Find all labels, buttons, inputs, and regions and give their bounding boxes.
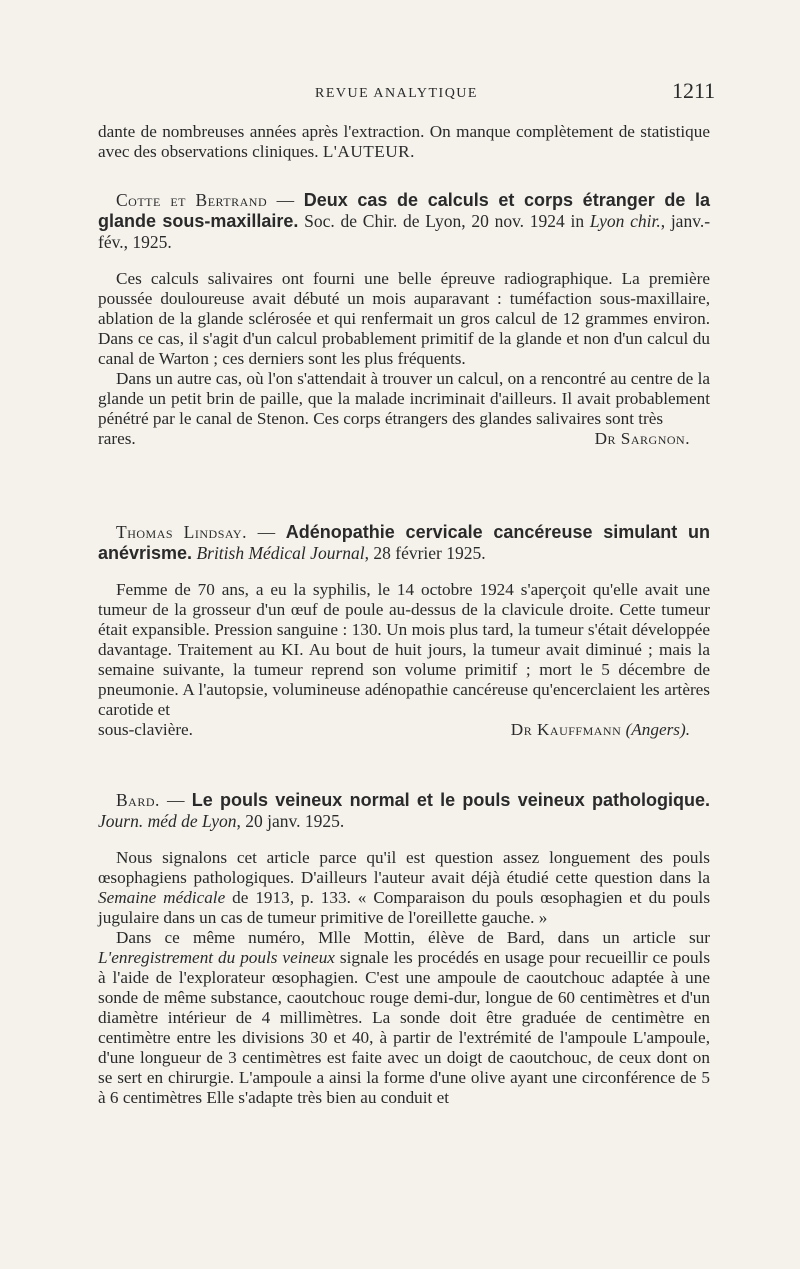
article-2-journal: British Médical Journal	[196, 543, 365, 563]
intro-section	[98, 122, 710, 162]
article-3	[98, 790, 710, 1108]
article-2-title: Adénopathie cervicale cancéreuse simulant un anévrisme.	[98, 522, 711, 563]
article-2-closing-line: sous-clavière. Dr Kauffmann (Angers).	[98, 720, 690, 739]
article-1-authors: Cotte et Bertrand —	[116, 190, 295, 210]
article-2-authors: Thomas Lindsay. —	[116, 522, 276, 542]
article-2-signature: Dr Kauffmann (Angers).	[510, 720, 690, 739]
article-1-paragraph-1: Ces calculs salivaires ont fourni une belle épreuve radiographique. La première poussée douloureuse avait débuté un mois auparavant : tuméfaction sous-maxillaire, ablation de la glande sclérosée et qui renfermait un gros calcul de 12 grammes environ. Dans ce cas, il s'agit d'un calcul probablement primitif de la glande et non d'un calcul du canal de Warton ; ces derniers sont les plus fréquents.	[98, 269, 710, 368]
article-1-citation: Soc. de Chir. de Lyon, 20 nov. 1924 in	[304, 211, 585, 231]
article-3-heading: Bard. — Le pouls veineux normal et le pouls veineux pathologique. Journ. méd de Lyon, 20 janv. 1925.	[98, 790, 711, 831]
article-3-cited-journal: Semaine médicale	[98, 888, 226, 907]
article-3-cited-article: L'enregistrement du pouls veineux	[98, 948, 335, 967]
article-3-paragraph-1: Nous signalons cet article parce qu'il est question assez longuement des pouls œsophagiens pathologiques. D'ailleurs l'auteur avait déjà étudié cette question dans la Semaine médicale de 1913, p. 133. « Comparaison du pouls œsophagien et du pouls jugulaire dans un cas de tumeur primitive de l'oreillette gauche. »	[98, 848, 711, 927]
article-1-closing-line: rares. Dr Sargnon.	[98, 429, 690, 448]
page-number: 1211	[672, 78, 716, 103]
article-1-signature: Dr Sargnon.	[594, 429, 690, 448]
intro-paragraph: dante de nombreuses années après l'extraction. On manque complètement de statistique avec des observations cliniques. L'AUTEUR.	[98, 122, 710, 161]
article-2	[98, 522, 710, 740]
article-2-paragraph-1: Femme de 70 ans, a eu la syphilis, le 14 octobre 1924 s'aperçoit qu'elle avait une tumeur de la grosseur d'un œuf de poule au-dessus de la clavicule droite. Cette tumeur était expansible. Pression sanguine : 130. Un mois plus tard, la tumeur s'était développée davantage. Traitement au KI. Au bout de huit jours, la tumeur avait diminué ; mais la semaine suivante, la tumeur reprend son volume primitif ; mort le 5 décembre de pneumonie. A l'autopsie, volumineuse adénopathie cancéreuse qu'encerclaient les artères carotide et	[98, 580, 710, 719]
article-1-title: Deux cas de calculs et corps étranger de la glande sous-maxillaire.	[98, 190, 711, 231]
article-1-journal: Lyon chir.	[589, 211, 661, 231]
article-2-signature-place: (Angers).	[625, 720, 690, 739]
article-3-paragraph-2: Dans ce même numéro, Mlle Mottin, élève de Bard, dans un article sur L'enregistrement du pouls veineux signale les procédés en usage pour recueillir ce pouls à l'aide de l'explorateur œsophagien. C'est une ampoule de caoutchouc adaptée à une sonde de même substance, caoutchouc rouge demi-dur, longue de 60 centimètres et d'un diamètre intérieur de 4 millimètres. La sonde doit être graduée de centimètre en centimètre entre les divisions 30 et 40, à partir de l'extrémité de l'ampoule L'ampoule, d'une longueur de 3 centimètres est faite avec un doigt de caoutchouc, de ceux dont on se sert en chirurgie. L'ampoule a ainsi la forme d'une olive ayant une circonférence de 5 à 6 centimètres Elle s'adapte très bien au conduit et	[98, 928, 711, 1107]
running-head	[0, 78, 800, 108]
article-1	[98, 190, 710, 449]
article-3-title: Le pouls veineux normal et le pouls veineux pathologique.	[191, 790, 711, 810]
article-1-paragraph-2: Dans un autre cas, où l'on s'attendait à trouver un calcul, on a rencontré au centre de la glande un petit brin de paille, que la malade incriminait d'ailleurs. Il avait probablement pénétré par le canal de Stenon. Ces corps étrangers des glandes salivaires sont très	[98, 369, 710, 428]
article-3-journal: Journ. méd de Lyon	[98, 811, 237, 831]
article-1-heading: Cotte et Bertrand — Deux cas de calculs et corps étranger de la glande sous-maxillaire. Soc. de Chir. de Lyon, 20 nov. 1924 in Lyon chir., janv.-fév., 1925.	[98, 190, 711, 252]
journal-title: REVUE ANALYTIQUE	[315, 86, 478, 101]
article-3-authors: Bard. —	[116, 790, 186, 810]
article-2-heading: Thomas Lindsay. — Adénopathie cervicale cancéreuse simulant un anévrisme. British Médical Journal, 28 février 1925.	[98, 522, 711, 563]
intro-signature: L'AUTEUR.	[322, 142, 415, 161]
